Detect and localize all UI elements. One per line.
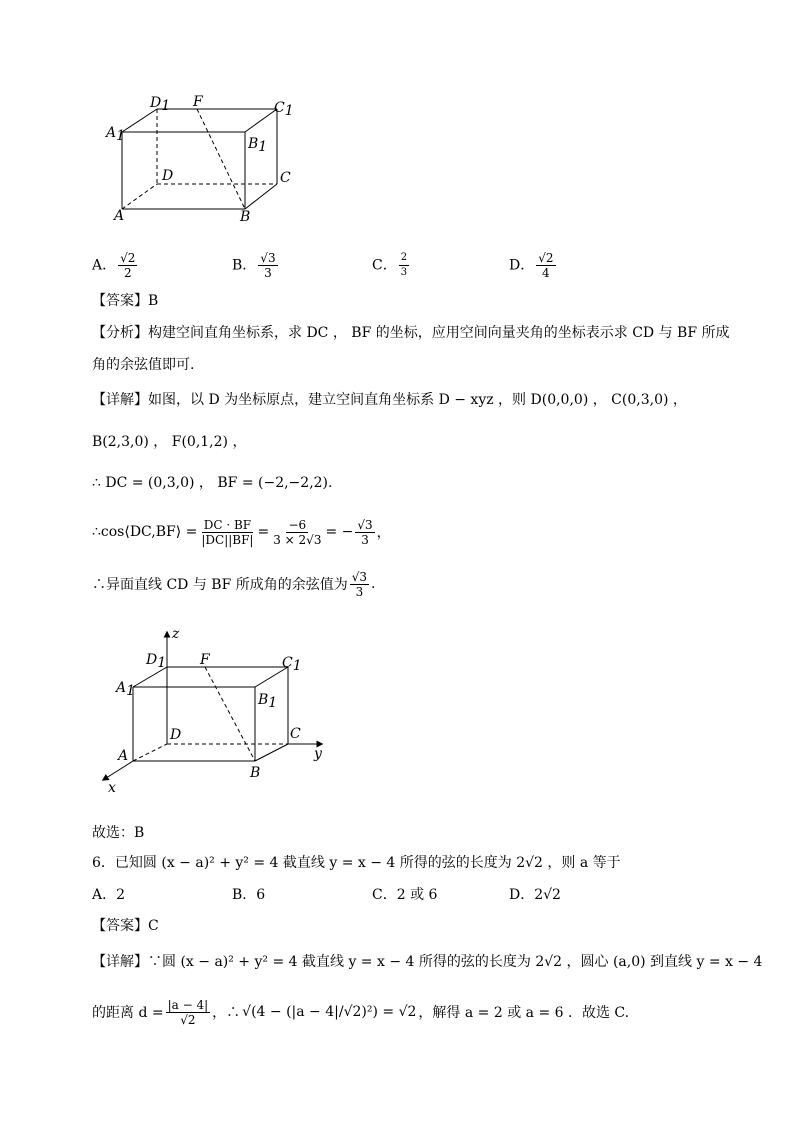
label-d: D xyxy=(170,727,182,743)
cuboid-figure-2 xyxy=(100,622,340,797)
analysis-line-2: 角的余弦值即可. xyxy=(92,357,195,373)
detail-q5-line-4: ∴cos⟨DC,BF⟩ = $\frac{DC \cdot BF}{|DC||BF|}$ = $\frac{-6}{3 \times 2√3}$ = − $\frac{√3}{3}$ ， xyxy=(92,517,391,547)
detail-q6-line-2: 的距离 d = $\frac{|a - 4|}{√2}$ ，∴ √(4 − (|a − 4|/√2)²) = √2 ，解得 a = 2 或 a = 6 ．故选 C. xyxy=(92,997,630,1027)
label-d1: D1 xyxy=(146,652,167,671)
label-f: F xyxy=(193,94,203,110)
label-b: B xyxy=(250,765,261,781)
label-b1: B1 xyxy=(258,692,278,711)
analysis-line-1: 【分析】构建空间直角坐标系，求 DC ， BF 的坐标，应用空间向量夹角的坐标表示求 CD 与 BF 所成 xyxy=(92,325,730,341)
edge-a1-d1 xyxy=(122,109,157,132)
option-a: A． $\frac{√2}{2}$ xyxy=(92,251,136,280)
label-d: D xyxy=(162,168,174,184)
detail-q6-line-1: 【详解】∵圆 (x − a)² + y² = 4 截直线 y = x − 4 所得的弦的长度为 2√2 ，圆心 (a,0) 到直线 y = x − 4 xyxy=(92,954,763,970)
label-z: z xyxy=(172,626,180,642)
answer-q6: 【答案】C xyxy=(92,918,159,934)
label-d1: D1 xyxy=(150,95,171,114)
edge-b-c xyxy=(255,744,288,761)
q6-option-c: C．2 或 6 xyxy=(372,887,438,903)
option-b: B． $\frac{√3}{3}$ xyxy=(232,251,276,280)
q6-option-a: A．2 xyxy=(92,887,126,903)
label-c1: C1 xyxy=(274,100,294,119)
option-c: C． $\frac{2}{3}$ xyxy=(372,252,408,278)
detail-q5-line-1: 【详解】如图，以 D 为坐标原点，建立空间直角坐标系 D − xyz ，则 D(0,0,0) ， C(0,3,0) ， xyxy=(92,392,687,408)
segment-bf xyxy=(205,667,255,761)
label-c1: C1 xyxy=(282,655,302,674)
detail-q5-line-2: B(2,3,0) ， F(0,1,2) ， xyxy=(92,434,247,450)
answer-q5: 【答案】B xyxy=(92,293,159,309)
q6-option-d: D．2√2 xyxy=(509,887,561,903)
edge-b-c xyxy=(245,184,277,209)
detail-q5-line-3: ∴ DC = (0,3,0) ， BF = (−2,−2,2). xyxy=(92,475,333,491)
label-a1: A1 xyxy=(116,680,136,699)
q6-option-b: B．6 xyxy=(232,887,266,903)
label-c: C xyxy=(280,170,291,186)
q5-options xyxy=(92,245,712,281)
label-a: A xyxy=(118,748,129,764)
cuboid-figure-1 xyxy=(100,92,310,227)
segment-bf xyxy=(197,109,245,209)
q6-stem: 6．已知圆 (x − a)² + y² = 4 截直线 y = x − 4 所得的弦的长度为 2√2 ，则 a 等于 xyxy=(92,855,621,871)
q6-options xyxy=(92,884,712,904)
detail-q5-line-5: ∴异面直线 CD 与 BF 所成角的余弦值为 $\frac{√3}{3}$ . xyxy=(92,569,376,599)
edge-a-d-hidden xyxy=(122,184,157,209)
label-a1: A1 xyxy=(106,125,126,144)
conclusion-q5: 故选：B xyxy=(92,825,145,841)
label-x: x xyxy=(108,780,116,796)
edge-b1-c1 xyxy=(245,109,277,132)
label-f: F xyxy=(200,652,210,668)
option-d: D． $\frac{√2}{4}$ xyxy=(509,251,554,280)
label-a: A xyxy=(114,208,125,224)
label-y: y xyxy=(314,746,322,762)
label-c: C xyxy=(290,726,301,742)
label-b: B xyxy=(240,209,251,225)
edge-a-d-hidden xyxy=(133,744,167,761)
label-b1: B1 xyxy=(248,136,268,155)
